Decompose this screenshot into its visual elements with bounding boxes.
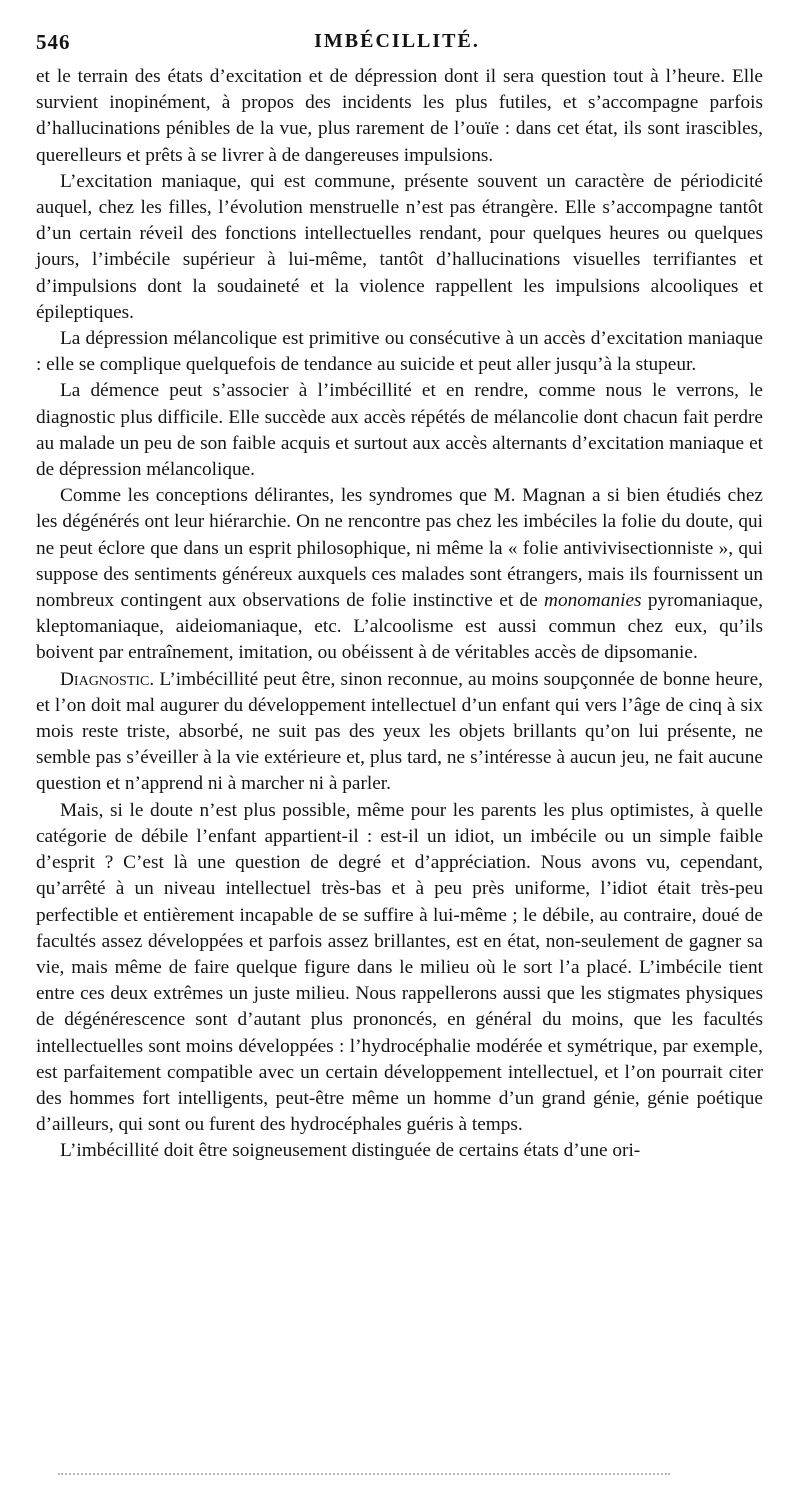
paragraph-syndromes-rest: pyromaniaque, kleptomaniaque, aideiomaniaque, etc. L’alcoolisme est aussi commun chez eux, qu’ils boivent par entraînement, imitation, ou obéissent à de véritables accès de dipsomanie.: [36, 590, 763, 664]
paragraph-degree: Mais, si le doute n’est plus possible, même pour les parents les plus optimistes, à quelle catégorie de débile l’enfant appartient-il : est-il un idiot, un imbécile ou un simple faible d’esprit ? C’est là une question de degré et d’appréciation. Nous avons vu, cependant, qu’arrêté à un niveau intellectuel très-bas et à peu près uniforme, l’idiot était très-peu perfectible et entièrement incapable de se suffire à lui-même ; le débile, au contraire, doué de facultés assez développées et parfois assez brillantes, est en état, non-seulement de gagner sa vie, mais même de faire quelque figure dans le milieu où le sort l’a placé. L’imbécile tient entre ces deux extrêmes un juste milieu. Nous rappellerons aussi que les stigmates physiques de dégénérescence sont d’autant plus prononcés, en général du moins, que les facultés intellectuelles sont moins développées : l’hydrocéphalie modérée et symétrique, par exemple, est parfaitement compatible avec un certain développement intellectuel, et l’on pourrait citer des hommes fort intelligents, peut-être même un homme d’un grand génie, génie poétique d’ailleurs, qui sont ou furent des hydrocéphales guéris à temps.: [36, 799, 763, 1136]
page-number: 546: [36, 30, 71, 54]
body-text: [36, 64, 763, 1165]
diagnostic-text: L’imbécillité peut être, sinon reconnue, au moins soupçonnée de bonne heure, et l’on doit mal augurer du développement intellectuel d’un enfant qui vers l’âge de cinq à six mois reste triste, absorbé, ne suit pas des yeux les objets brillants qu’on lui présente, ne semble pas s’éveiller à la vie extérieure et, plus tard, ne s’intéresse à aucun jeu, ne fait aucune question et n’apprend ni à marcher ni à parler.: [36, 668, 763, 795]
paragraph-syndromes-text: Comme les conceptions délirantes, les syndromes que M. Magnan a si bien étudiés chez les dégénérés ont leur hiérarchie. On ne rencontre pas chez les imbéciles la folie du doute, qui ne peut éclore que dans un esprit philosophique, ni même la « folie antivivisectionniste », qui suppose des sentiments généreux auxquels ces malades sont étrangers, mais ils fournissent un nombreux contingent aux observations de folie instinctive et de: [36, 485, 763, 612]
paragraph-dementia: La démence peut s’associer à l’imbécillité et en rendre, comme nous le verrons, le diagnostic plus difficile. Elle succède aux accès répétés de mélancolie dont chacun fait perdre au malade un peu de son faible acquis et surtout aux accès alternants d’excitation maniaque et de dépression mélancolique.: [36, 380, 763, 481]
paragraph-maniacal-excitement: L’excitation maniaque, qui est commune, présente souvent un caractère de périodicité auquel, chez les filles, l’évolution menstruelle n’est pas étrangère. Elle s’accompagne tantôt d’un certain réveil des fonctions intellectuelles rendant, pour quelques heures ou quelques jours, l’imbécile supérieur à lui-même, tantôt d’hallucinations visuelles terrifiantes et d’impulsions dont la soudaineté et la violence rappellent les impulsions alcooliques et épileptiques.: [36, 170, 763, 323]
running-title: IMBÉCILLITÉ.: [314, 30, 480, 52]
paragraph-melancholic-depression: La dépression mélancolique est primitive ou consécutive à un accès d’excitation maniaque : elle se complique quelquefois de tendance au suicide et peut aller jusqu’à la stupeur.: [36, 328, 763, 376]
paragraph-syndromes: [36, 483, 763, 666]
paragraph-distinction: L’imbécillité doit être soigneusement distinguée de certains états d’une ori-: [60, 1140, 641, 1162]
italic-term: monomanies: [544, 590, 642, 612]
paragraph-continuation: et le terrain des états d’excitation et de dépression dont il sera question tout à l’heure. Elle survient inopinément, à propos des incidents les plus futiles, et s’accompagne parfois d’hallucinations pénibles de la vue, plus rarement de l’ouïe : dans cet état, ils sont irascibles, querelleurs et prêts à se livrer à de dangereuses impulsions.: [36, 66, 763, 166]
diagnostic-heading: Diagnostic.: [60, 668, 155, 690]
paragraph-diagnostic: [36, 667, 763, 798]
page-header: [36, 30, 758, 60]
footer-rule: [58, 1473, 670, 1475]
